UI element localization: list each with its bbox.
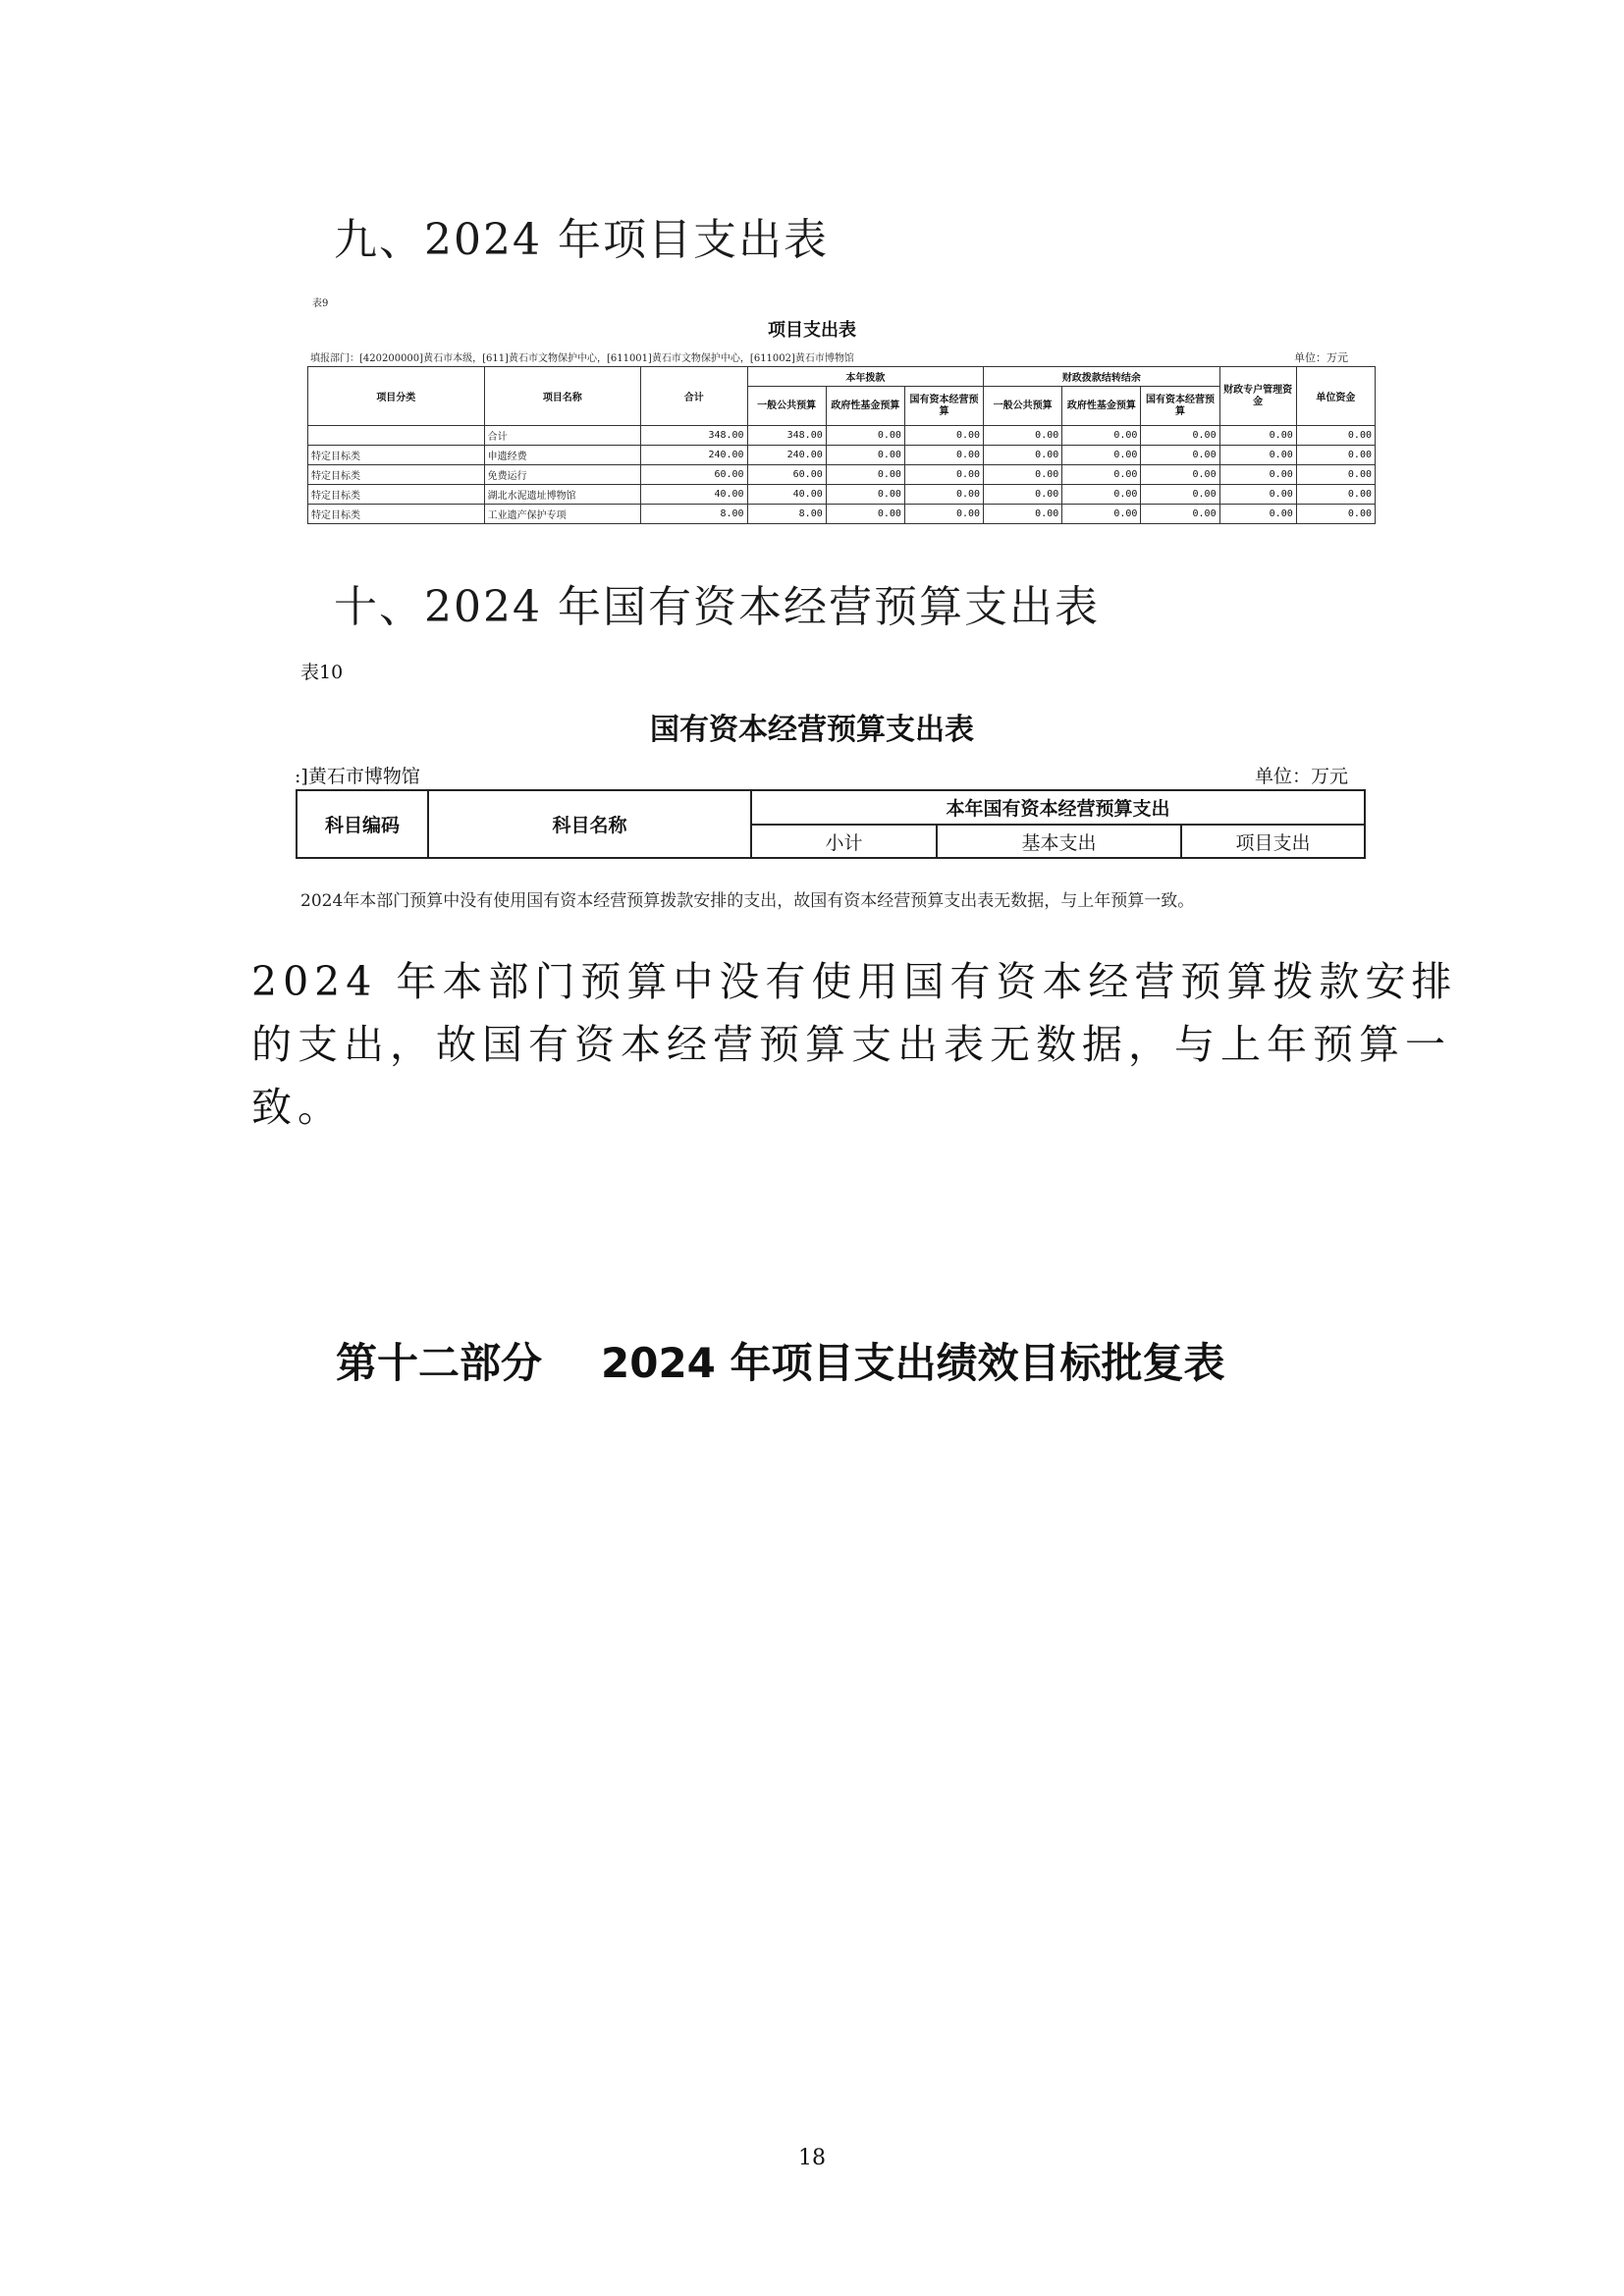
cell-category: [308, 426, 485, 446]
cell-amount: 0.00: [1062, 446, 1141, 465]
project-expenditure-table: [307, 366, 1376, 524]
cell-amount: 60.00: [640, 465, 747, 485]
part-12-title: 2024 年项目支出绩效目标批复表: [601, 1339, 1225, 1387]
col-subject-code: 科目编码: [297, 790, 428, 858]
table-row: [308, 505, 1376, 524]
cell-project-name: 申遗经费: [484, 446, 640, 465]
col-project: 项目支出: [1181, 825, 1365, 858]
col-subject-name: 科目名称: [428, 790, 751, 858]
cell-amount: 0.00: [1296, 505, 1375, 524]
cell-amount: 0.00: [1296, 426, 1375, 446]
table-10-note: 2024年本部门预算中没有使用国有资本经营预算拨款安排的支出，故国有资本经营预算支出表无数据，与上年预算一致。: [300, 891, 1195, 911]
cell-amount: 0.00: [1062, 485, 1141, 505]
col-unit-fund: 单位资金: [1296, 367, 1375, 426]
table-9-title: 项目支出表: [768, 320, 856, 341]
col-gov-fund-2: 政府性基金预算: [1062, 387, 1141, 426]
col-name: 项目名称: [484, 367, 640, 426]
table-row: [308, 485, 1376, 505]
table-row: [308, 446, 1376, 465]
cell-amount: 0.00: [1062, 505, 1141, 524]
cell-amount: 240.00: [747, 446, 826, 465]
section-9-heading: 九、2024 年项目支出表: [334, 215, 829, 265]
cell-amount: 240.00: [640, 446, 747, 465]
cell-category: 特定目标类: [308, 465, 485, 485]
cell-amount: 0.00: [904, 426, 983, 446]
table-10-label: 表10: [300, 662, 344, 683]
table-10-dept: :]黄石市博物馆: [295, 766, 420, 787]
col-gov-fund-1: 政府性基金预算: [826, 387, 904, 426]
col-subtotal: 小计: [751, 825, 937, 858]
cell-amount: 0.00: [904, 505, 983, 524]
col-special-fund: 财政专户管理资金: [1219, 367, 1296, 426]
cell-amount: 0.00: [1141, 446, 1219, 465]
cell-amount: 0.00: [984, 505, 1062, 524]
cell-amount: 0.00: [826, 505, 904, 524]
cell-amount: 0.00: [1219, 505, 1296, 524]
col-general-1: 一般公共预算: [747, 387, 826, 426]
cell-amount: 0.00: [984, 465, 1062, 485]
cell-amount: 0.00: [904, 485, 983, 505]
part-12-label: 第十二部分: [336, 1339, 543, 1387]
page-number: 18: [798, 2146, 826, 2170]
col-state-capital-1: 国有资本经营预算: [904, 387, 983, 426]
table-9-unit: 单位：万元: [1294, 351, 1348, 364]
cell-amount: 8.00: [640, 505, 747, 524]
cell-amount: 40.00: [640, 485, 747, 505]
cell-project-name: 工业遗产保护专项: [484, 505, 640, 524]
col-basic: 基本支出: [937, 825, 1181, 858]
state-capital-expenditure-table: [296, 789, 1366, 859]
cell-amount: 8.00: [747, 505, 826, 524]
col-carryover: 财政拨款结转结余: [984, 367, 1220, 387]
cell-amount: 0.00: [1141, 505, 1219, 524]
cell-amount: 0.00: [1296, 446, 1375, 465]
cell-category: 特定目标类: [308, 485, 485, 505]
cell-project-name: 湖北水泥遗址博物馆: [484, 485, 640, 505]
cell-amount: 0.00: [826, 465, 904, 485]
cell-project-name: 免费运行: [484, 465, 640, 485]
table-10-title: 国有资本经营预算支出表: [650, 713, 974, 747]
cell-amount: 0.00: [1141, 485, 1219, 505]
cell-amount: 0.00: [826, 485, 904, 505]
table-9-label: 表9: [312, 298, 329, 309]
cell-project-name: 合计: [484, 426, 640, 446]
col-category: 项目分类: [308, 367, 485, 426]
cell-amount: 0.00: [984, 446, 1062, 465]
cell-amount: 0.00: [1062, 426, 1141, 446]
cell-amount: 0.00: [1219, 485, 1296, 505]
cell-amount: 0.00: [984, 426, 1062, 446]
cell-amount: 0.00: [1296, 465, 1375, 485]
col-total: 合计: [640, 367, 747, 426]
cell-amount: 0.00: [984, 485, 1062, 505]
table-10-unit: 单位：万元: [1255, 766, 1349, 787]
cell-amount: 0.00: [1141, 465, 1219, 485]
cell-amount: 0.00: [1141, 426, 1219, 446]
cell-amount: 0.00: [1062, 465, 1141, 485]
cell-amount: 0.00: [904, 446, 983, 465]
col-state-capital-2: 国有资本经营预算: [1141, 387, 1219, 426]
body-paragraph-line-1: 2024 年本部门预算中没有使用国有资本经营预算拨款安排: [251, 958, 1458, 1005]
cell-amount: 40.00: [747, 485, 826, 505]
col-general-2: 一般公共预算: [984, 387, 1062, 426]
cell-amount: 0.00: [1296, 485, 1375, 505]
cell-amount: 0.00: [1219, 426, 1296, 446]
body-paragraph-line-2: 的支出，故国有资本经营预算支出表无数据，与上年预算一: [251, 1021, 1451, 1068]
cell-amount: 60.00: [747, 465, 826, 485]
table-row: [308, 465, 1376, 485]
section-10-heading: 十、2024 年国有资本经营预算支出表: [334, 582, 1100, 632]
col-current-year: 本年拨款: [747, 367, 984, 387]
cell-amount: 0.00: [904, 465, 983, 485]
cell-amount: 0.00: [826, 446, 904, 465]
cell-amount: 0.00: [1219, 465, 1296, 485]
table-9-fill-dept: 填报部门：[420200000]黄石市本级，[611]黄石市文物保护中心，[611001]黄石市文物保护中心，[611002]黄石市博物馆: [310, 353, 854, 364]
col-current-year-state-capital: 本年国有资本经营预算支出: [751, 790, 1365, 825]
cell-amount: 348.00: [640, 426, 747, 446]
cell-amount: 0.00: [826, 426, 904, 446]
cell-category: 特定目标类: [308, 505, 485, 524]
body-paragraph-line-3: 致。: [251, 1084, 344, 1131]
table-row: [308, 426, 1376, 446]
cell-amount: 0.00: [1219, 446, 1296, 465]
cell-category: 特定目标类: [308, 446, 485, 465]
cell-amount: 348.00: [747, 426, 826, 446]
